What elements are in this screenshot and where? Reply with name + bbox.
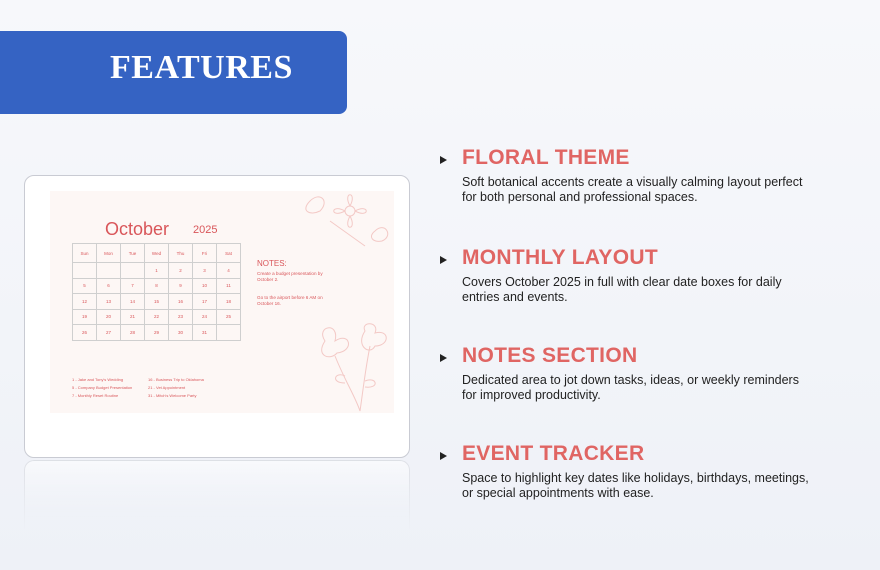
floral-decoration-top	[290, 191, 394, 251]
feature-description: Covers October 2025 in full with clear date boxes for daily entries and events.	[462, 275, 782, 304]
event-item: 21 - Vet Appointment	[148, 385, 186, 390]
day-cell: 5	[73, 278, 97, 294]
day-cell: 7	[121, 278, 145, 294]
weekday-label: Sat	[217, 244, 241, 263]
day-cell: 14	[121, 294, 145, 310]
event-item: 31 - Mitch's Welcome Party	[148, 393, 197, 398]
note-item: Go to the airport before 6 AM on October 16.	[257, 295, 323, 306]
day-cell: 11	[217, 278, 241, 294]
day-cell: 9	[169, 278, 193, 294]
triangle-bullet-icon	[440, 256, 447, 264]
week-row	[73, 263, 241, 279]
calendar-sheet	[50, 191, 394, 413]
day-cell: 13	[97, 294, 121, 310]
feature-title: EVENT TRACKER	[462, 442, 645, 465]
day-cell: 18	[217, 294, 241, 310]
calendar-year: 2025	[193, 224, 218, 236]
day-cell	[121, 263, 145, 279]
day-cell: 2	[169, 263, 193, 279]
day-cell: 3	[193, 263, 217, 279]
feature-description: Dedicated area to jot down tasks, ideas, or weekly reminders for improved productivity.	[462, 373, 799, 402]
event-item: 1 - Jake and Tony's Wedding	[72, 377, 124, 382]
weekday-header-row	[73, 244, 241, 263]
day-cell: 17	[193, 294, 217, 310]
floral-decoration-bottom	[305, 321, 395, 413]
day-cell: 29	[145, 325, 169, 341]
calendar-grid	[72, 243, 241, 341]
feature-title: NOTES SECTION	[462, 344, 638, 367]
weekday-label: Tue	[121, 244, 145, 263]
calendar-preview-card	[24, 175, 410, 458]
day-cell: 8	[145, 278, 169, 294]
feature-description: Space to highlight key dates like holidays, birthdays, meetings, or special appointments with ease.	[462, 471, 809, 500]
day-cell: 20	[97, 309, 121, 325]
day-cell: 4	[217, 263, 241, 279]
weekday-label: Fri	[193, 244, 217, 263]
calendar-month: October	[105, 219, 170, 239]
note-item: Create a budget presentation by October 2.	[257, 271, 323, 282]
day-cell: 31	[193, 325, 217, 341]
week-row	[73, 294, 241, 310]
day-cell: 21	[121, 309, 145, 325]
weekday-label: Wed	[145, 244, 169, 263]
day-cell	[97, 263, 121, 279]
feature-title: FLORAL THEME	[462, 146, 630, 169]
weekday-label: Thu	[169, 244, 193, 263]
week-row	[73, 325, 241, 341]
day-cell	[73, 263, 97, 279]
week-row	[73, 278, 241, 294]
notes-title: NOTES:	[257, 259, 287, 268]
banner-title: FEATURES	[110, 49, 293, 86]
day-cell: 26	[73, 325, 97, 341]
triangle-bullet-icon	[440, 354, 447, 362]
day-cell: 12	[73, 294, 97, 310]
day-cell: 16	[169, 294, 193, 310]
day-cell: 22	[145, 309, 169, 325]
day-cell	[217, 325, 241, 341]
features-banner	[0, 31, 347, 114]
event-item: 5 - Company Budget Presentation	[72, 385, 133, 390]
day-cell: 23	[169, 309, 193, 325]
day-cell: 19	[73, 309, 97, 325]
feature-title: MONTHLY LAYOUT	[462, 246, 658, 269]
triangle-bullet-icon	[440, 156, 447, 164]
day-cell: 28	[121, 325, 145, 341]
weekday-label: Mon	[97, 244, 121, 263]
event-item: 16 - Business Trip to Oklahoma	[148, 377, 204, 382]
feature-description: Soft botanical accents create a visually calming layout perfect for both personal and professional spaces.	[462, 175, 803, 204]
day-cell: 27	[97, 325, 121, 341]
day-cell: 30	[169, 325, 193, 341]
triangle-bullet-icon	[440, 452, 447, 460]
day-cell: 25	[217, 309, 241, 325]
card-reflection	[24, 460, 410, 530]
day-cell: 15	[145, 294, 169, 310]
day-cell: 1	[145, 263, 169, 279]
event-item: 7 - Monthly Reset Routine	[72, 393, 119, 398]
day-cell: 10	[193, 278, 217, 294]
week-row	[73, 309, 241, 325]
day-cell: 24	[193, 309, 217, 325]
day-cell: 6	[97, 278, 121, 294]
weekday-label: Sun	[73, 244, 97, 263]
